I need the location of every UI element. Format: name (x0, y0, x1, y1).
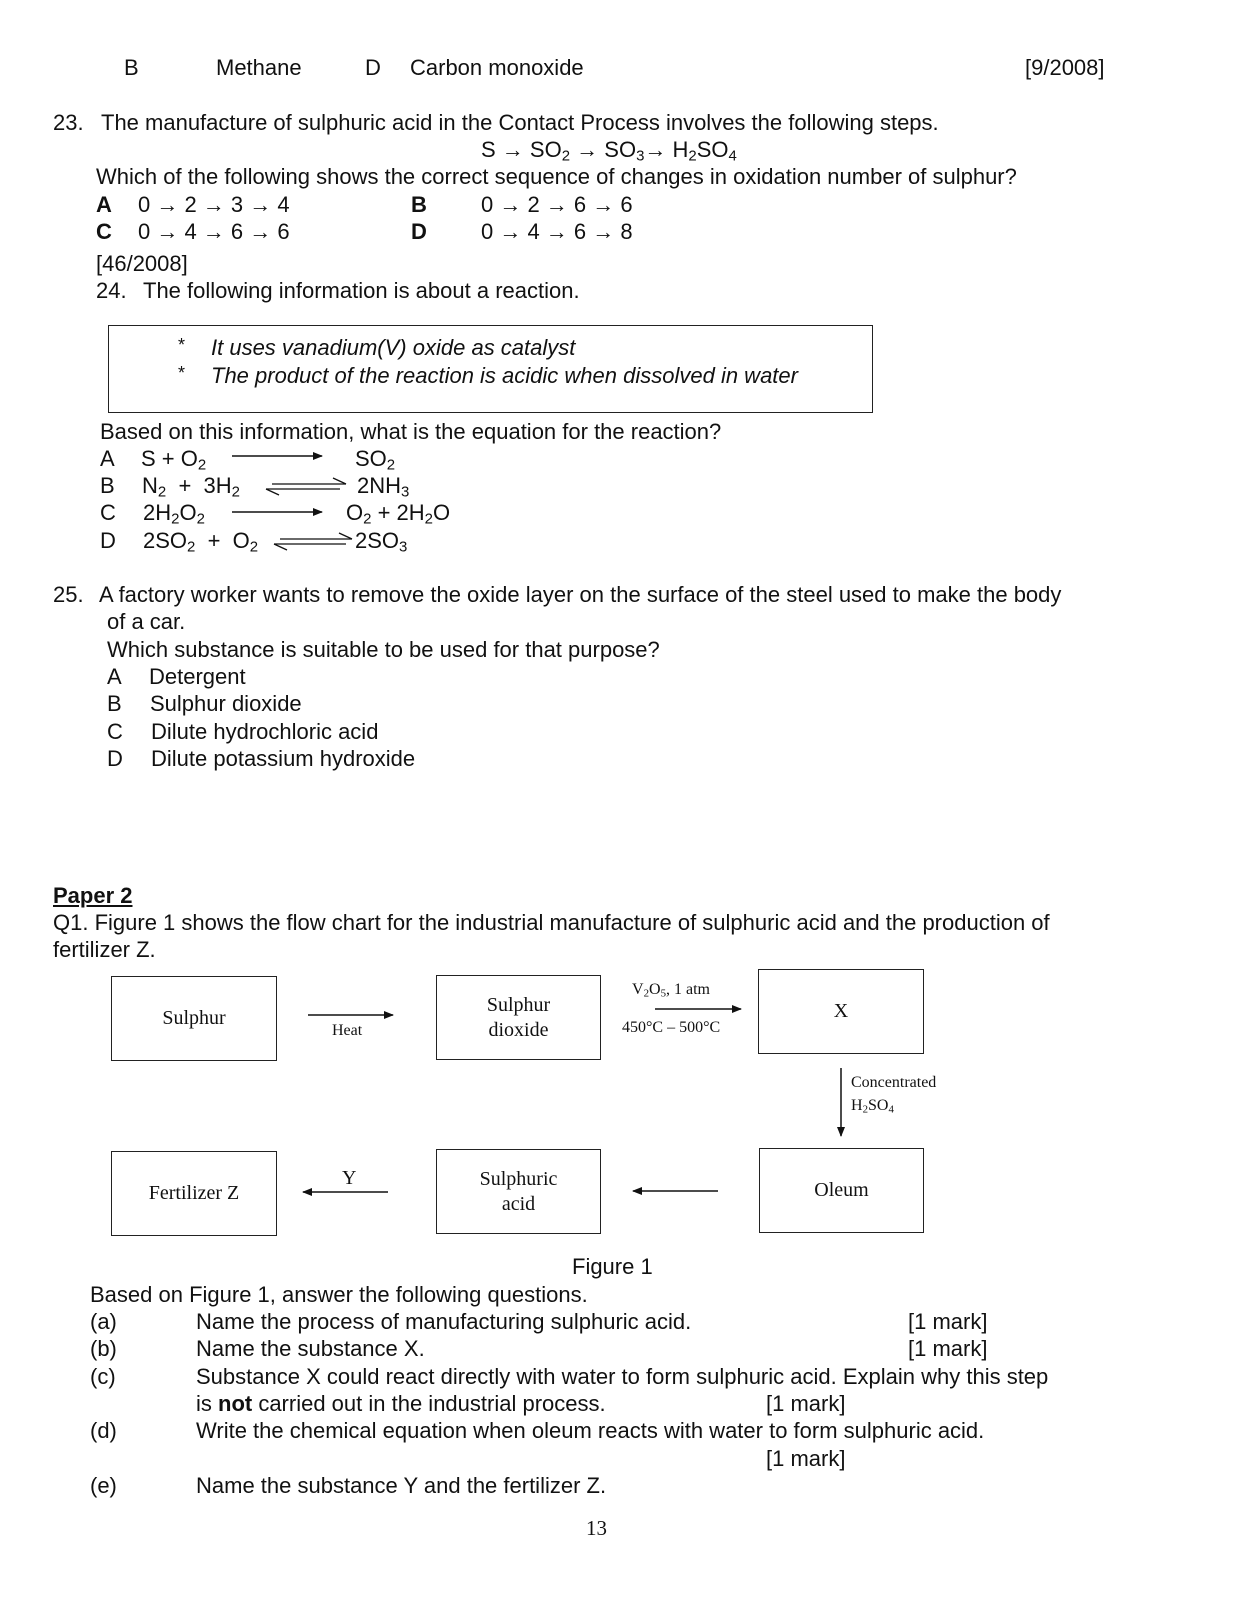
part-c-text-line2: is not carried out in the industrial process. (196, 1391, 606, 1416)
q24-option-b-letter: B (100, 473, 115, 498)
part-d-marks: [1 mark] (766, 1446, 846, 1471)
sequence-h2so4: $H_2SO_4$ (672, 137, 737, 165)
part-c-text-line1: Substance X could react directly with water to form sulphuric acid. Explain why this step (196, 1364, 1049, 1389)
q24-d-reversible-arrow (274, 533, 352, 550)
q1-intro-line1: Q1. Figure 1 shows the flow chart for the industrial manufacture of sulphuric acid and the production of (53, 910, 1050, 935)
q24-b-reversible-arrow (266, 478, 346, 495)
q23-option-a-letter: A (96, 192, 112, 217)
paper2-heading: Paper 2 (53, 883, 133, 908)
label-y: Y (342, 1167, 357, 1189)
page-number: 13 (586, 1516, 607, 1540)
q24-option-a-reactants: $S + O_2$ (141, 446, 207, 474)
sequence-so3: $SO_3$ (604, 137, 645, 165)
q25-option-d-letter: D (107, 746, 123, 771)
box-sulphur-label: Sulphur (162, 1007, 226, 1029)
q22-option-d-text: Carbon monoxide (410, 55, 584, 80)
q1-intro-line2: fertilizer Z. (53, 937, 156, 962)
part-c-marks: [1 mark] (766, 1391, 846, 1416)
q22-option-b-letter: B (124, 55, 139, 80)
q24-option-c-reactants: $2H_2O_2$ (143, 500, 205, 528)
q24-option-a-products: $SO_2$ (355, 446, 396, 474)
q25-option-a-letter: A (107, 664, 122, 689)
box-x-label: X (833, 1000, 849, 1022)
box-sulphuric-acid-label: Sulphuric acid (479, 1167, 558, 1215)
q23-stem: The manufacture of sulphuric acid in the Contact Process involves the following steps. (101, 110, 939, 135)
instruction: Based on Figure 1, answer the following questions. (90, 1282, 588, 1307)
label-concentrated: Concentrated (851, 1074, 937, 1091)
info-bullet-2: * (178, 363, 186, 383)
q23-option-d-text: 0 → 4 → 6 → 8 (481, 219, 633, 244)
label-heat: Heat (332, 1022, 363, 1039)
box-oleum-label: Oleum (814, 1179, 869, 1201)
part-d-label: (d) (90, 1418, 117, 1443)
q24-option-d-letter: D (100, 528, 116, 553)
box-sulphur-dioxide-label: Sulphur dioxide (486, 993, 551, 1041)
q25-option-d-text: Dilute potassium hydroxide (151, 746, 416, 771)
q25-stem-line1: A factory worker wants to remove the oxide layer on the surface of the steel used to make the body (99, 582, 1062, 607)
q24-option-c-letter: C (100, 500, 116, 525)
q23-number: 23. (53, 110, 84, 135)
q22-reference: [9/2008] (1025, 55, 1105, 80)
q23-option-b-text: 0 → 2 → 6 → 6 (481, 192, 633, 217)
label-temperature: 450°C – 500°C (622, 1019, 721, 1036)
part-a-text: Name the process of manufacturing sulphuric acid. (196, 1309, 692, 1334)
q24-option-b-products: $2NH_3$ (357, 473, 410, 501)
q25-option-c-letter: C (107, 719, 123, 744)
sequence-so2: $SO_2$ (529, 137, 571, 165)
q23-sequence: $S \to SO_2 \to SO_3\to H_2SO_4$ (481, 137, 737, 165)
q25-question: Which substance is suitable to be used for that purpose? (107, 637, 660, 662)
q23-question: Which of the following shows the correct sequence of changes in oxidation number of sulphur? (96, 164, 1017, 189)
q23-option-b-letter: B (411, 192, 427, 217)
q24-option-b-reactants: $N_2 + 3H_2$ (142, 473, 240, 501)
part-d-text: Write the chemical equation when oleum reacts with water to form sulphuric acid. (196, 1418, 985, 1443)
part-a-marks: [1 mark] (908, 1309, 988, 1334)
part-e-label: (e) (90, 1473, 117, 1498)
sequence-s: S (481, 137, 496, 162)
q25-option-b-text: Sulphur dioxide (150, 691, 302, 716)
q23-reference: [46/2008] (96, 251, 188, 276)
part-b-marks: [1 mark] (908, 1336, 988, 1361)
info-point-1: It uses vanadium(V) oxide as catalyst (211, 335, 576, 360)
q24-option-a-letter: A (100, 446, 115, 471)
part-b-label: (b) (90, 1336, 117, 1361)
q22-option-b-text: Methane (216, 55, 302, 80)
q24-question: Based on this information, what is the equation for the reaction? (100, 419, 722, 444)
part-c-label: (c) (90, 1364, 116, 1389)
box-fertilizer-z-label: Fertilizer Z (148, 1182, 240, 1204)
q24-option-d-reactants: $2SO_2 + O_2$ (143, 528, 259, 556)
label-h2so4: $H_2SO_4$ (851, 1097, 894, 1116)
part-a-label: (a) (90, 1309, 117, 1334)
q25-option-b-letter: B (107, 691, 122, 716)
q23-option-c-letter: C (96, 219, 112, 244)
q24-option-d-products: $2SO_3$ (355, 528, 408, 556)
q23-option-a-text: 0 → 2 → 3 → 4 (138, 192, 290, 217)
q25-option-a-text: Detergent (149, 664, 246, 689)
q24-stem: The following information is about a reaction. (143, 278, 580, 303)
info-bullet-1: * (178, 335, 186, 355)
emphasis-not: not (218, 1391, 253, 1416)
figure-caption: Figure 1 (572, 1254, 653, 1279)
info-point-2: The product of the reaction is acidic when dissolved in water (211, 363, 798, 388)
q24-option-c-products: $O_2 + 2H_2O$ (346, 500, 451, 528)
q24-number: 24. (96, 278, 127, 303)
q22-option-d-letter: D (365, 55, 381, 80)
label-catalyst: $V_2O_5$, 1 atm (632, 981, 710, 1000)
q25-option-c-text: Dilute hydrochloric acid (151, 719, 379, 744)
q25-stem-line2: of a car. (107, 609, 186, 634)
q23-option-c-text: 0 → 4 → 6 → 6 (138, 219, 290, 244)
q23-option-d-letter: D (411, 219, 427, 244)
part-e-text: Name the substance Y and the fertilizer Z. (196, 1473, 607, 1498)
part-b-text: Name the substance X. (196, 1336, 425, 1361)
q25-number: 25. (53, 582, 84, 607)
